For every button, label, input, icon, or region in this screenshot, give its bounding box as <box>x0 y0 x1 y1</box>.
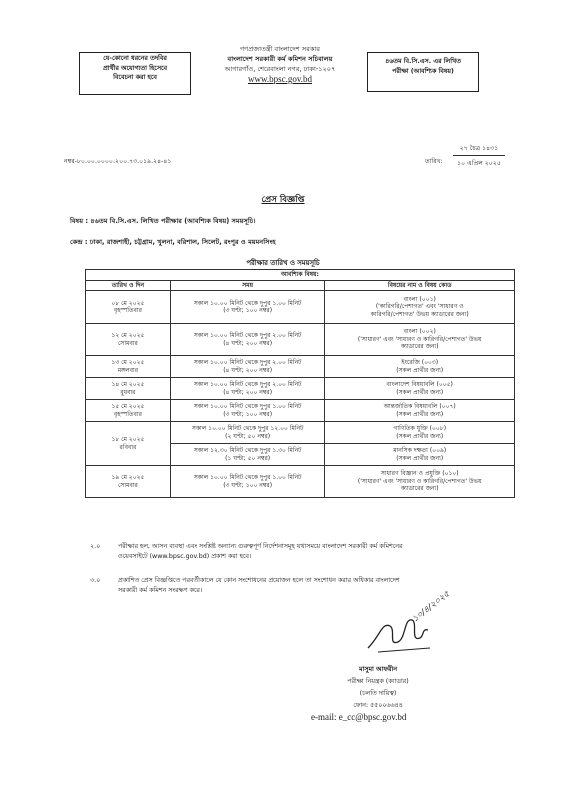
centers-label: কেন্দ্র : <box>70 238 88 246</box>
note-2-line-1: পরীক্ষার হল, আসন ব্যবস্থা এবং সংশ্লিষ্ট অন্যান্য গুরুত্বপূর্ণ নির্দেশনাসমূহ যথাসময়ে বাংলাদেশ সরকারী কর্ম কমিশনের <box>118 543 403 550</box>
time-cell: সকাল ১০.০০ মিনিট থেকে দুপুর ২.০০ মিনিট (৪ ঘণ্টা; ২০০ নম্বর) <box>170 324 325 356</box>
memo-number: নম্বর-৮০.০০.০০০০.২০০.৭৩.০১৯.২৪-৪১ <box>64 158 172 165</box>
time-cell: সকাল ১০.০০ মিনিট থেকে দুপুর ২.০০ মিনিট (৪ ঘণ্টা; ২০০ নম্বর) <box>170 378 325 400</box>
date-cell: ১৪ মে ২০২৫ বুধবার <box>86 378 171 400</box>
time-cell: সকাল ১০.০০ মিনিট থেকে দুপুর ১.০০ মিনিট (৩ ঘণ্টা; ১০০ নম্বর) <box>170 291 325 324</box>
col-header-subject: বিষয়ের নাম ও বিষয় কোড <box>325 280 515 291</box>
section-title-row <box>86 270 515 281</box>
date-bangla: ২৭ চৈত্র ১৪৩১ <box>453 143 505 156</box>
date-english: ১০ এপ্রিল ২০২৫ <box>457 160 501 167</box>
warning-line-2: প্রার্থীর অযোগ্যতা হিসেবে <box>102 64 168 72</box>
warning-line-3: বিবেচনা করা হবে <box>113 74 157 81</box>
note-3-number: ৩.০ <box>90 577 101 584</box>
subject-text: ৪৬তম বি.সি.এস. লিখিত পরীক্ষার (আবশ্যিক বিষয়) সময়সূচি। <box>90 217 256 225</box>
table-row <box>86 378 515 400</box>
subject-cell: বাংলা (০০১) ('কারিগরি/পেশাগত' এবং 'সাধারণ ও কারিগরি/পেশাগত' উভয় ক্যাডারের জন্য) <box>325 291 515 324</box>
table-row <box>86 400 515 422</box>
col-header-date: তারিখ ও দিন <box>86 280 171 291</box>
note-2-number: ২.০ <box>90 543 101 550</box>
office-address: আগারগাঁও, শেরেবাংলা নগর, ঢাকা-১২০৭ <box>224 65 336 73</box>
subject-cell: সাধারণ বিজ্ঞান ও প্রযুক্তি (০১০) ('সাধারণ' এবং 'সাধারণ ও কারিগরি/পেশাগত' উভয় ক্যাডারের জন্য) <box>325 466 515 498</box>
exam-label-line-1: ৪৬তম বি.সি.এস. এর লিখিত <box>385 58 461 65</box>
subject-cell: আন্তর্জাতিক বিষয়াবলি (০০৭) (সকল প্রার্থীর জন্য) <box>325 400 515 422</box>
subject-label: বিষয় : <box>70 217 89 225</box>
signatory-designation: পরীক্ষা নিয়ন্ত্রক (ক্যাডার) <box>347 678 409 685</box>
table-row <box>86 466 515 498</box>
note-3 <box>90 576 520 595</box>
subject-line <box>70 215 256 227</box>
office-header <box>200 44 360 84</box>
schedule-table <box>85 269 515 498</box>
signature-block <box>318 664 438 712</box>
time-cell: সকাল ১০.০০ মিনিট থেকে দুপুর ১২.০০ মিনিট (২ ঘণ্টা; ৫০ নম্বর) <box>170 422 325 444</box>
date-cell: ১২ মে ২০২৫ সোমবার <box>86 324 171 356</box>
date-cell: ১৫ মে ২০২৫ বৃহস্পতিবার <box>86 400 171 422</box>
table-header-row <box>86 280 515 291</box>
commission-name: বাংলাদেশ সরকারী কর্ম কমিশন সচিবালয় <box>227 55 333 63</box>
subject-cell: গাণিতিক যুক্তি (০০৮) (সকল প্রার্থীর জন্য) <box>325 422 515 444</box>
subject-cell: বাংলা (০০২) ('সাধারণ' এবং 'সাধারণ ও কারিগরি/পেশাগত' উভয় ক্যাডারের জন্য) <box>325 324 515 356</box>
table-row <box>86 356 515 378</box>
table-row <box>86 291 515 324</box>
centers-text: ঢাকা, রাজশাহী, চট্টগ্রাম, খুলনা, বরিশাল, সিলেট, রংপুর ও ময়মনসিংহ <box>89 238 276 246</box>
time-cell: সকাল ১০.০০ মিনিট থেকে দুপুর ১.০০ মিনিট (৩ ঘণ্টা; ১০০ নম্বর) <box>170 466 325 498</box>
note-3-line-2: সরকারী কর্ম কমিশন সংরক্ষণ করে। <box>118 586 203 594</box>
date-cell: ১৩ মে ২০২৫ মঙ্গলবার <box>86 356 171 378</box>
exam-label-box <box>367 52 479 92</box>
time-cell: সকাল ১০.০০ মিনিট থেকে দুপুর ২.০০ মিনিট (৪ ঘণ্টা; ২০০ নম্বর) <box>170 356 325 378</box>
time-cell: সকাল ১০.০০ মিনিট থেকে দুপুর ১.০০ মিনিট (৩ ঘণ্টা; ১০০ নম্বর) <box>170 400 325 422</box>
note-3-line-1: প্রকাশিত প্রেস বিজ্ঞপ্তিতে পরবর্তীকালে যে কোন সংশোধনের প্রয়োজন হলে তা সংশোধন করার অধিকার বাংলাদেশ <box>118 577 400 584</box>
date-cell: ১৯ মে ২০২৫ সোমবার <box>86 466 171 498</box>
tadbir-warning-box <box>79 52 191 95</box>
signature-mark <box>360 589 480 658</box>
note-2-line-2: ওয়েবসাইটে (www.bpsc.gov.bd) প্রকাশ করা হবে। <box>118 552 252 560</box>
government-name: গণপ্রজাতন্ত্রী বাংলাদেশ সরকার <box>239 45 321 53</box>
date-block <box>453 143 505 169</box>
note-2 <box>90 542 520 561</box>
signatory-email[interactable]: e-mail: e_cc@bpsc.gov.bd <box>311 712 407 722</box>
date-label: তারিখ: <box>425 158 443 165</box>
centers-line <box>70 236 276 248</box>
date-cell: ০৮ মে ২০২৫ বৃহস্পতিবার <box>86 291 171 324</box>
signatory-charge: (চলতি দায়িত্ব) <box>359 690 397 697</box>
subject-cell: ইংরেজি (০০৩) (সকল প্রার্থীর জন্য) <box>325 356 515 378</box>
subject-cell: মানসিক দক্ষতা (০০৯) (সকল প্রার্থীর জন্য) <box>325 444 515 466</box>
signatory-phone: ফোন: ৫৫০০৬৬৪৪ <box>353 702 403 709</box>
signature-date: ১০/৪/২০২৫ <box>410 589 452 625</box>
page-title: প্রেস বিজ্ঞপ্তি <box>261 195 305 205</box>
schedule-heading: পরীক্ষার তারিখ ও সময়সূচি <box>246 259 320 267</box>
section-title: আবশ্যিক বিষয়: <box>86 270 515 281</box>
time-cell: সকাল ১২.৩০ মিনিট থেকে দুপুর ১.৩০ মিনিট (১ ঘণ্টা; ৫০ নম্বর) <box>170 444 325 466</box>
signatory-name: মাসুমা আফরীন <box>359 666 397 673</box>
subject-cell: বাংলাদেশ বিষয়াবলি (০০৫) (সকল প্রার্থীর জন্য) <box>325 378 515 400</box>
exam-label-line-2: পরীক্ষা (আবশ্যিক বিষয়) <box>392 67 454 75</box>
warning-line-1: যে-কোনো ধরনের তদবির <box>103 55 167 62</box>
col-header-time: সময় <box>170 280 325 291</box>
table-row <box>86 422 515 444</box>
date-cell: ১৮ মে ২০২৫ রবিবার <box>86 422 171 466</box>
table-row <box>86 324 515 356</box>
website-link[interactable]: www.bpsc.gov.bd <box>247 74 313 84</box>
